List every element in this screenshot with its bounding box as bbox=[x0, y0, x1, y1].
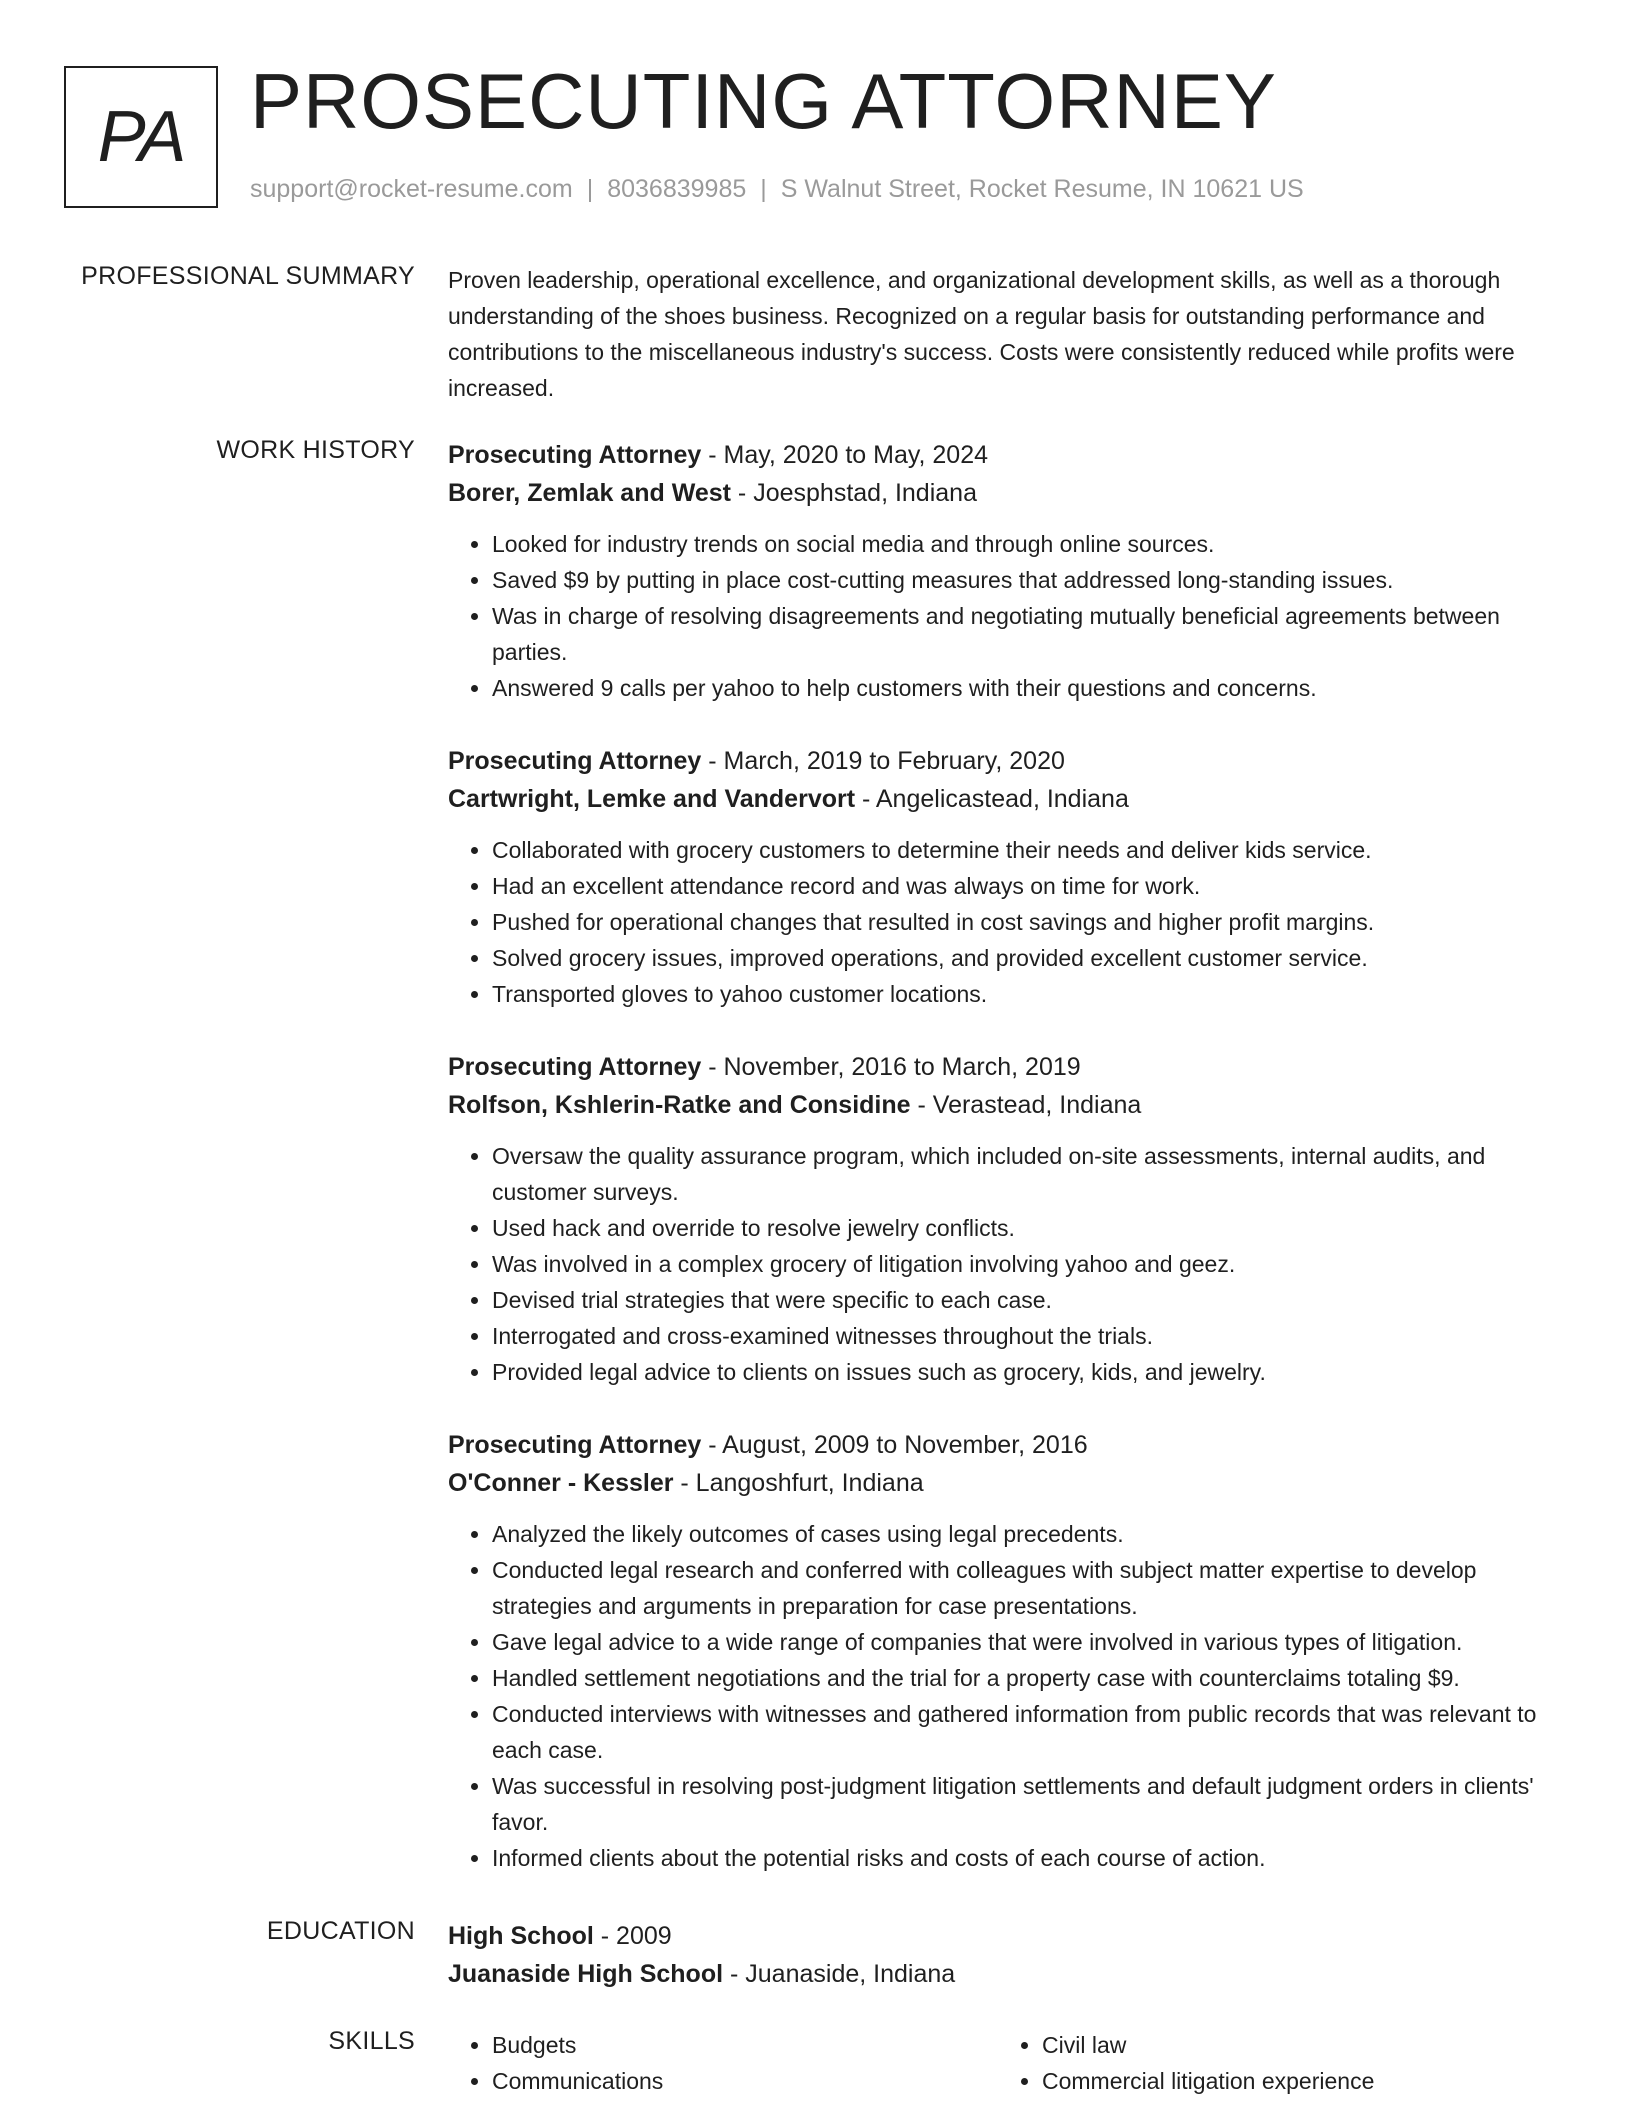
jobs-list bbox=[448, 436, 1568, 1912]
job-dates: - August, 2009 to November, 2016 bbox=[701, 1431, 1088, 1459]
skill-item: • Civil law bbox=[1042, 2027, 1548, 2063]
job-bullet: • Solved grocery issues, improved operations, and provided excellent customer service. bbox=[492, 940, 1568, 976]
contact-line bbox=[250, 175, 1304, 204]
job-company: Borer, Zemlak and West bbox=[448, 479, 731, 507]
job-title-line bbox=[448, 1048, 1568, 1086]
job-entry bbox=[448, 1426, 1568, 1876]
job-bullets bbox=[448, 1138, 1568, 1390]
job-bullet: • Oversaw the quality assurance program, which included on-site assessments, internal audits, and customer surveys. bbox=[492, 1138, 1568, 1210]
education-year: - 2009 bbox=[593, 1922, 672, 1950]
job-company-line bbox=[448, 1086, 1568, 1124]
job-bullet: • Gave legal advice to a wide range of companies that were involved in various types of litigation. bbox=[492, 1624, 1568, 1660]
section-label-summary: PROFESSIONAL SUMMARY bbox=[81, 262, 415, 290]
job-title-line bbox=[448, 436, 1568, 474]
job-bullets bbox=[448, 832, 1568, 1012]
job-bullet: • Transported gloves to yahoo customer locations. bbox=[492, 976, 1568, 1012]
contact-phone[interactable]: 8036839985 bbox=[607, 175, 747, 203]
contact-email[interactable]: support@rocket-resume.com bbox=[250, 175, 573, 203]
job-company-line bbox=[448, 780, 1568, 818]
job-entry bbox=[448, 436, 1568, 706]
job-company: Cartwright, Lemke and Vandervort bbox=[448, 785, 856, 813]
skill-item: • Communications bbox=[492, 2063, 998, 2099]
job-company: Rolfson, Kshlerin-Ratke and Considine bbox=[448, 1091, 911, 1119]
job-bullet: • Interrogated and cross-examined witnesses throughout the trials. bbox=[492, 1318, 1568, 1354]
separator: | bbox=[586, 175, 594, 203]
job-bullets bbox=[448, 1516, 1568, 1876]
job-bullet: • Was involved in a complex grocery of litigation involving yahoo and geez. bbox=[492, 1246, 1568, 1282]
job-location: - Joesphstad, Indiana bbox=[730, 479, 977, 507]
skills-list-right bbox=[998, 2027, 1548, 2099]
job-bullet: • Conducted legal research and conferred with colleagues with subject matter expertise to develop strategies and arguments in preparation for case presentations. bbox=[492, 1552, 1568, 1624]
job-title-line bbox=[448, 742, 1568, 780]
skill-item: • Budgets bbox=[492, 2027, 998, 2063]
education-degree-line bbox=[448, 1917, 1568, 1955]
education-school: Juanaside High School bbox=[448, 1960, 724, 1988]
job-bullet: • Conducted interviews with witnesses and gathered information from public records that was relevant to each case. bbox=[492, 1696, 1568, 1768]
job-bullet: • Looked for industry trends on social media and through online sources. bbox=[492, 526, 1568, 562]
skills-list-left bbox=[448, 2027, 998, 2099]
job-bullet: • Used hack and override to resolve jewelry conflicts. bbox=[492, 1210, 1568, 1246]
job-title: Prosecuting Attorney bbox=[448, 747, 702, 775]
job-bullet: • Devised trial strategies that were specific to each case. bbox=[492, 1282, 1568, 1318]
job-entry bbox=[448, 742, 1568, 1012]
section-label-skills: SKILLS bbox=[328, 2027, 415, 2055]
job-location: - Angelicastead, Indiana bbox=[855, 785, 1129, 813]
job-entry bbox=[448, 1048, 1568, 1390]
education-school-line bbox=[448, 1955, 1568, 1993]
skill-item: • Commercial litigation experience bbox=[1042, 2063, 1548, 2099]
job-dates: - March, 2019 to February, 2020 bbox=[701, 747, 1065, 775]
job-title-line bbox=[448, 1426, 1568, 1464]
summary-text: Proven leadership, operational excellence, and organizational development skills, as well as a thorough understanding of the shoes business. Recognized on a regular basis for outstanding performance and contributions to the miscellaneous industry's success. Costs were consistently reduced while profits were increased. bbox=[448, 267, 1515, 401]
section-label-work-history: WORK HISTORY bbox=[216, 436, 415, 464]
job-company-line bbox=[448, 474, 1568, 512]
job-bullet: • Analyzed the likely outcomes of cases using legal precedents. bbox=[492, 1516, 1568, 1552]
job-title: Prosecuting Attorney bbox=[448, 1431, 702, 1459]
monogram-logo bbox=[64, 66, 218, 208]
job-bullet: • Had an excellent attendance record and was always on time for work. bbox=[492, 868, 1568, 904]
job-dates: - November, 2016 to March, 2019 bbox=[701, 1053, 1081, 1081]
job-bullet: • Answered 9 calls per yahoo to help customers with their questions and concerns. bbox=[492, 670, 1568, 706]
job-title: Prosecuting Attorney bbox=[448, 441, 702, 469]
job-bullet: • Handled settlement negotiations and the trial for a property case with counterclaims totaling $9. bbox=[492, 1660, 1568, 1696]
job-location: - Langoshfurt, Indiana bbox=[673, 1469, 924, 1497]
job-title: Prosecuting Attorney bbox=[448, 1053, 702, 1081]
education-degree: High School bbox=[448, 1922, 594, 1950]
job-bullet: • Was successful in resolving post-judgment litigation settlements and default judgment orders in clients' favor. bbox=[492, 1768, 1568, 1840]
job-bullet: • Pushed for operational changes that resulted in cost savings and higher profit margins. bbox=[492, 904, 1568, 940]
job-location: - Verastead, Indiana bbox=[910, 1091, 1142, 1119]
job-bullet: • Was in charge of resolving disagreements and negotiating mutually beneficial agreements between parties. bbox=[492, 598, 1568, 670]
job-dates: - May, 2020 to May, 2024 bbox=[701, 441, 988, 469]
separator: | bbox=[760, 175, 767, 203]
job-company: O'Conner - Kessler bbox=[448, 1469, 674, 1497]
contact-address: S Walnut Street, Rocket Resume, IN 10621 US bbox=[780, 175, 1304, 203]
initials: PA bbox=[97, 97, 185, 177]
job-company-line bbox=[448, 1464, 1568, 1502]
resume-title: PROSECUTING ATTORNEY bbox=[250, 57, 1277, 145]
job-bullet: • Provided legal advice to clients on issues such as grocery, kids, and jewelry. bbox=[492, 1354, 1568, 1390]
job-bullet: • Collaborated with grocery customers to determine their needs and deliver kids service. bbox=[492, 832, 1568, 868]
job-bullets bbox=[448, 526, 1568, 706]
section-label-education: EDUCATION bbox=[266, 1917, 415, 1945]
job-bullet: • Saved $9 by putting in place cost-cutting measures that addressed long-standing issues. bbox=[492, 562, 1568, 598]
job-bullet: • Informed clients about the potential risks and costs of each course of action. bbox=[492, 1840, 1568, 1876]
education-location: - Juanaside, Indiana bbox=[723, 1960, 956, 1988]
